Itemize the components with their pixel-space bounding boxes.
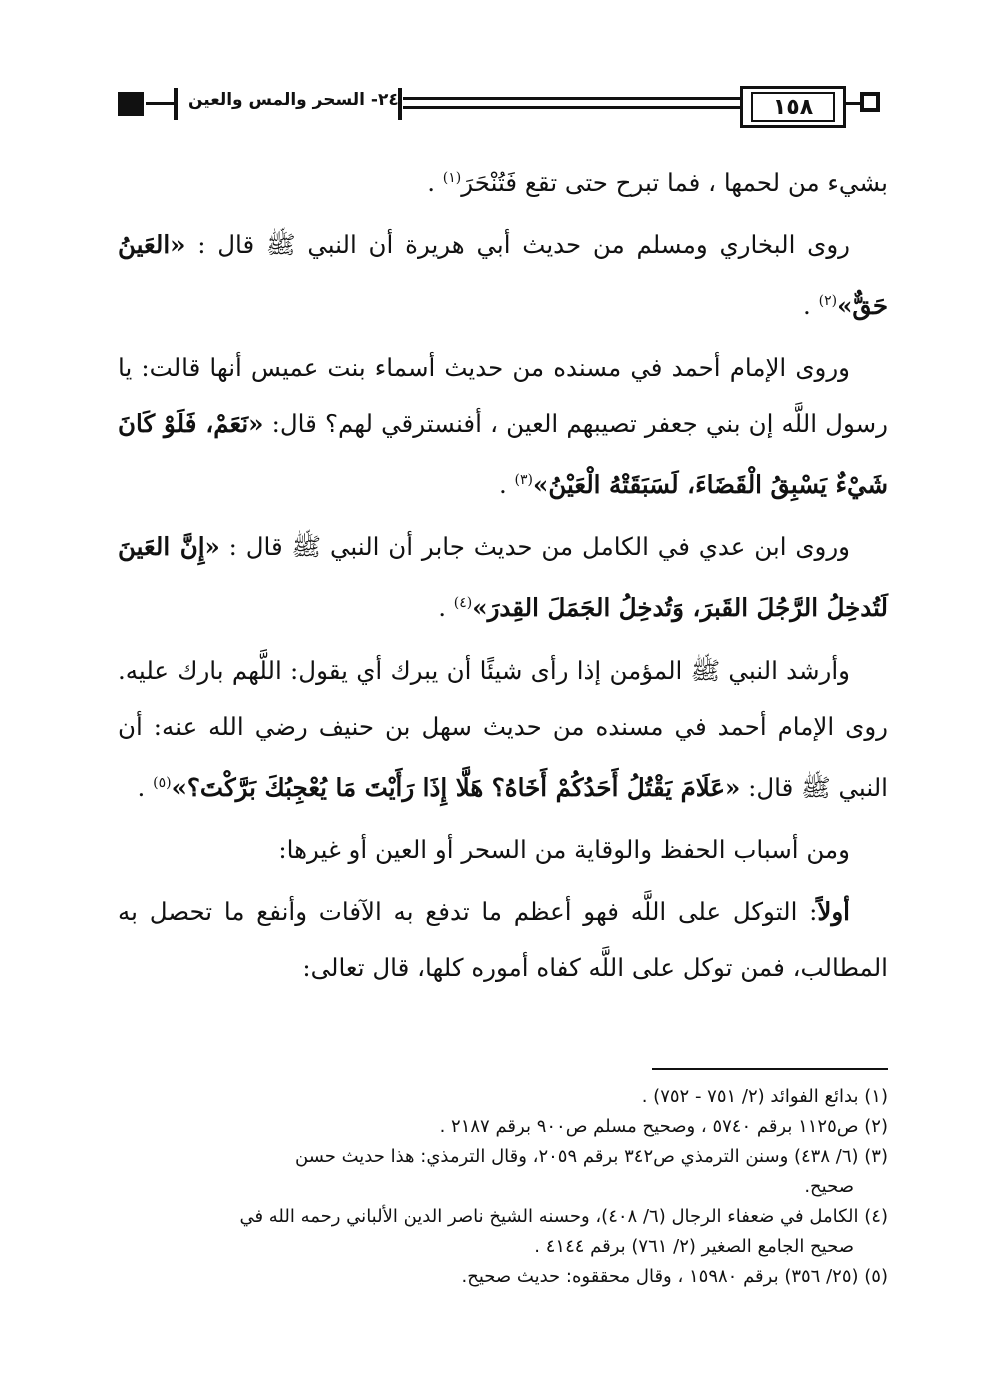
- hadith-quote: «العَينُ حَقٌّ»: [118, 230, 888, 321]
- footnote-separator: [652, 1068, 888, 1070]
- footnote-2: (٢) ص١١٢٥ برقم ٥٧٤٠ ، وصحيح مسلم ص٩٠٠ برقم ٢١٨٧ .: [439, 1116, 888, 1137]
- paragraph-5: وأرشد النبي ﷺ المؤمن إذا رأى شيئًا أن يبرك أي يقول: اللَّهم بارك عليه. روى الإمام أحمد في مسنده من حديث سهل بن حنيف رضي الله عنه: أن النبي ﷺ قال: «عَلَامَ يَقْتُلُ أَحَدُكُمْ أَخَاهُ؟ هَلَّا إِذَا رَأَيْتَ مَا يُعْجِبُكَ بَرَّكْتَ؟»$^{(٥)}$ .: [118, 655, 888, 802]
- header-square-right: [860, 92, 880, 112]
- footnotes: [118, 1082, 888, 1292]
- chapter-title: ٢٤- السحر والمس والعين: [188, 90, 399, 110]
- hadith-quote: «إِنَّ العَينَ لَتُدخِلُ الرَّجُلَ القَبرَ، وَتُدخِلُ الجَمَلَ القِدرَ»: [118, 532, 888, 623]
- page-number-frame: [740, 86, 846, 128]
- paragraph-1: بشيء من لحمها ، فما تبرح حتى تقع فَتُنْحَرَ$^{(١)}$ .: [427, 168, 888, 198]
- footnote-4: (٤) الكامل في ضعفاء الرجال (٦/ ٤٠٨)، وحسنه الشيخ ناصر الدين الألباني رحمه الله في صحيح الجامع الصغير (٢/ ٧٦١) برقم ٤١٤٤ .: [239, 1206, 888, 1257]
- running-header: [118, 80, 888, 130]
- footnote-3: (٣) (٦/ ٤٣٨) وسنن الترمذي ص٣٤٢ برقم ٢٠٥٩، وقال الترمذي: هذا حديث حسن صحيح.: [295, 1146, 888, 1197]
- header-line-middle: [403, 97, 740, 100]
- paragraph-2: روى البخاري ومسلم من حديث أبي هريرة أن النبي ﷺ قال : «العَينُ حَقٌّ»$^{(٢)}$ .: [118, 230, 888, 321]
- paragraph-3: وروى الإمام أحمد في مسنده من حديث أسماء بنت عميس أنها قالت: يا رسول اللَّه إن بني جعفر تصيبهم العين ، أفنسترقي لهم؟ قال: «نَعَمْ، فَلَوْ كَانَ شَيْءٌ يَسْبِقُ الْقَضَاءَ، لَسَبَقَتْهُ الْعَيْنُ»$^{(٣)}$ .: [118, 353, 889, 500]
- paragraph-7: أولاً: التوكل على اللَّه فهو أعظم ما تدفع به الآفات وأنفع ما تحصل به المطالب، فمن توكل على اللَّه كفاه أموره كلها، قال تعالى:: [118, 896, 888, 982]
- enumeration-lead: أولاً: [817, 896, 850, 926]
- header-square-left: [118, 92, 144, 116]
- hadith-quote: «نَعَمْ، فَلَوْ كَانَ شَيْءٌ يَسْبِقُ الْقَضَاءَ، لَسَبَقَتْهُ الْعَيْنُ»: [118, 409, 888, 500]
- header-line-middle-2: [403, 106, 740, 109]
- page-number: ١٥٨: [772, 94, 814, 120]
- paragraph-4: وروى ابن عدي في الكامل من حديث جابر أن النبي ﷺ قال : «إِنَّ العَينَ لَتُدخِلُ الرَّجُلَ القَبرَ، وَتُدخِلُ الجَمَلَ القِدرَ»$^{(٤)}$ .: [118, 532, 888, 623]
- header-line-left: [146, 102, 174, 105]
- footnote-1: (١) بدائع الفوائد (٢/ ٧٥١ - ٧٥٢) .: [641, 1086, 888, 1107]
- footnote-5: (٥) (٢٥/ ٣٥٦) برقم ١٥٩٨٠ ، وقال محققوه: حديث صحيح.: [461, 1266, 888, 1287]
- header-bar-divider-left: [174, 88, 178, 120]
- paragraph-6: ومن أسباب الحفظ والوقاية من السحر أو العين أو غيرها:: [278, 834, 850, 864]
- main-text: [118, 150, 888, 1002]
- hadith-quote: «عَلَامَ يَقْتُلُ أَحَدُكُمْ أَخَاهُ؟ هَلَّا إِذَا رَأَيْتَ مَا يُعْجِبُكَ بَرَّكْتَ؟»: [171, 772, 741, 802]
